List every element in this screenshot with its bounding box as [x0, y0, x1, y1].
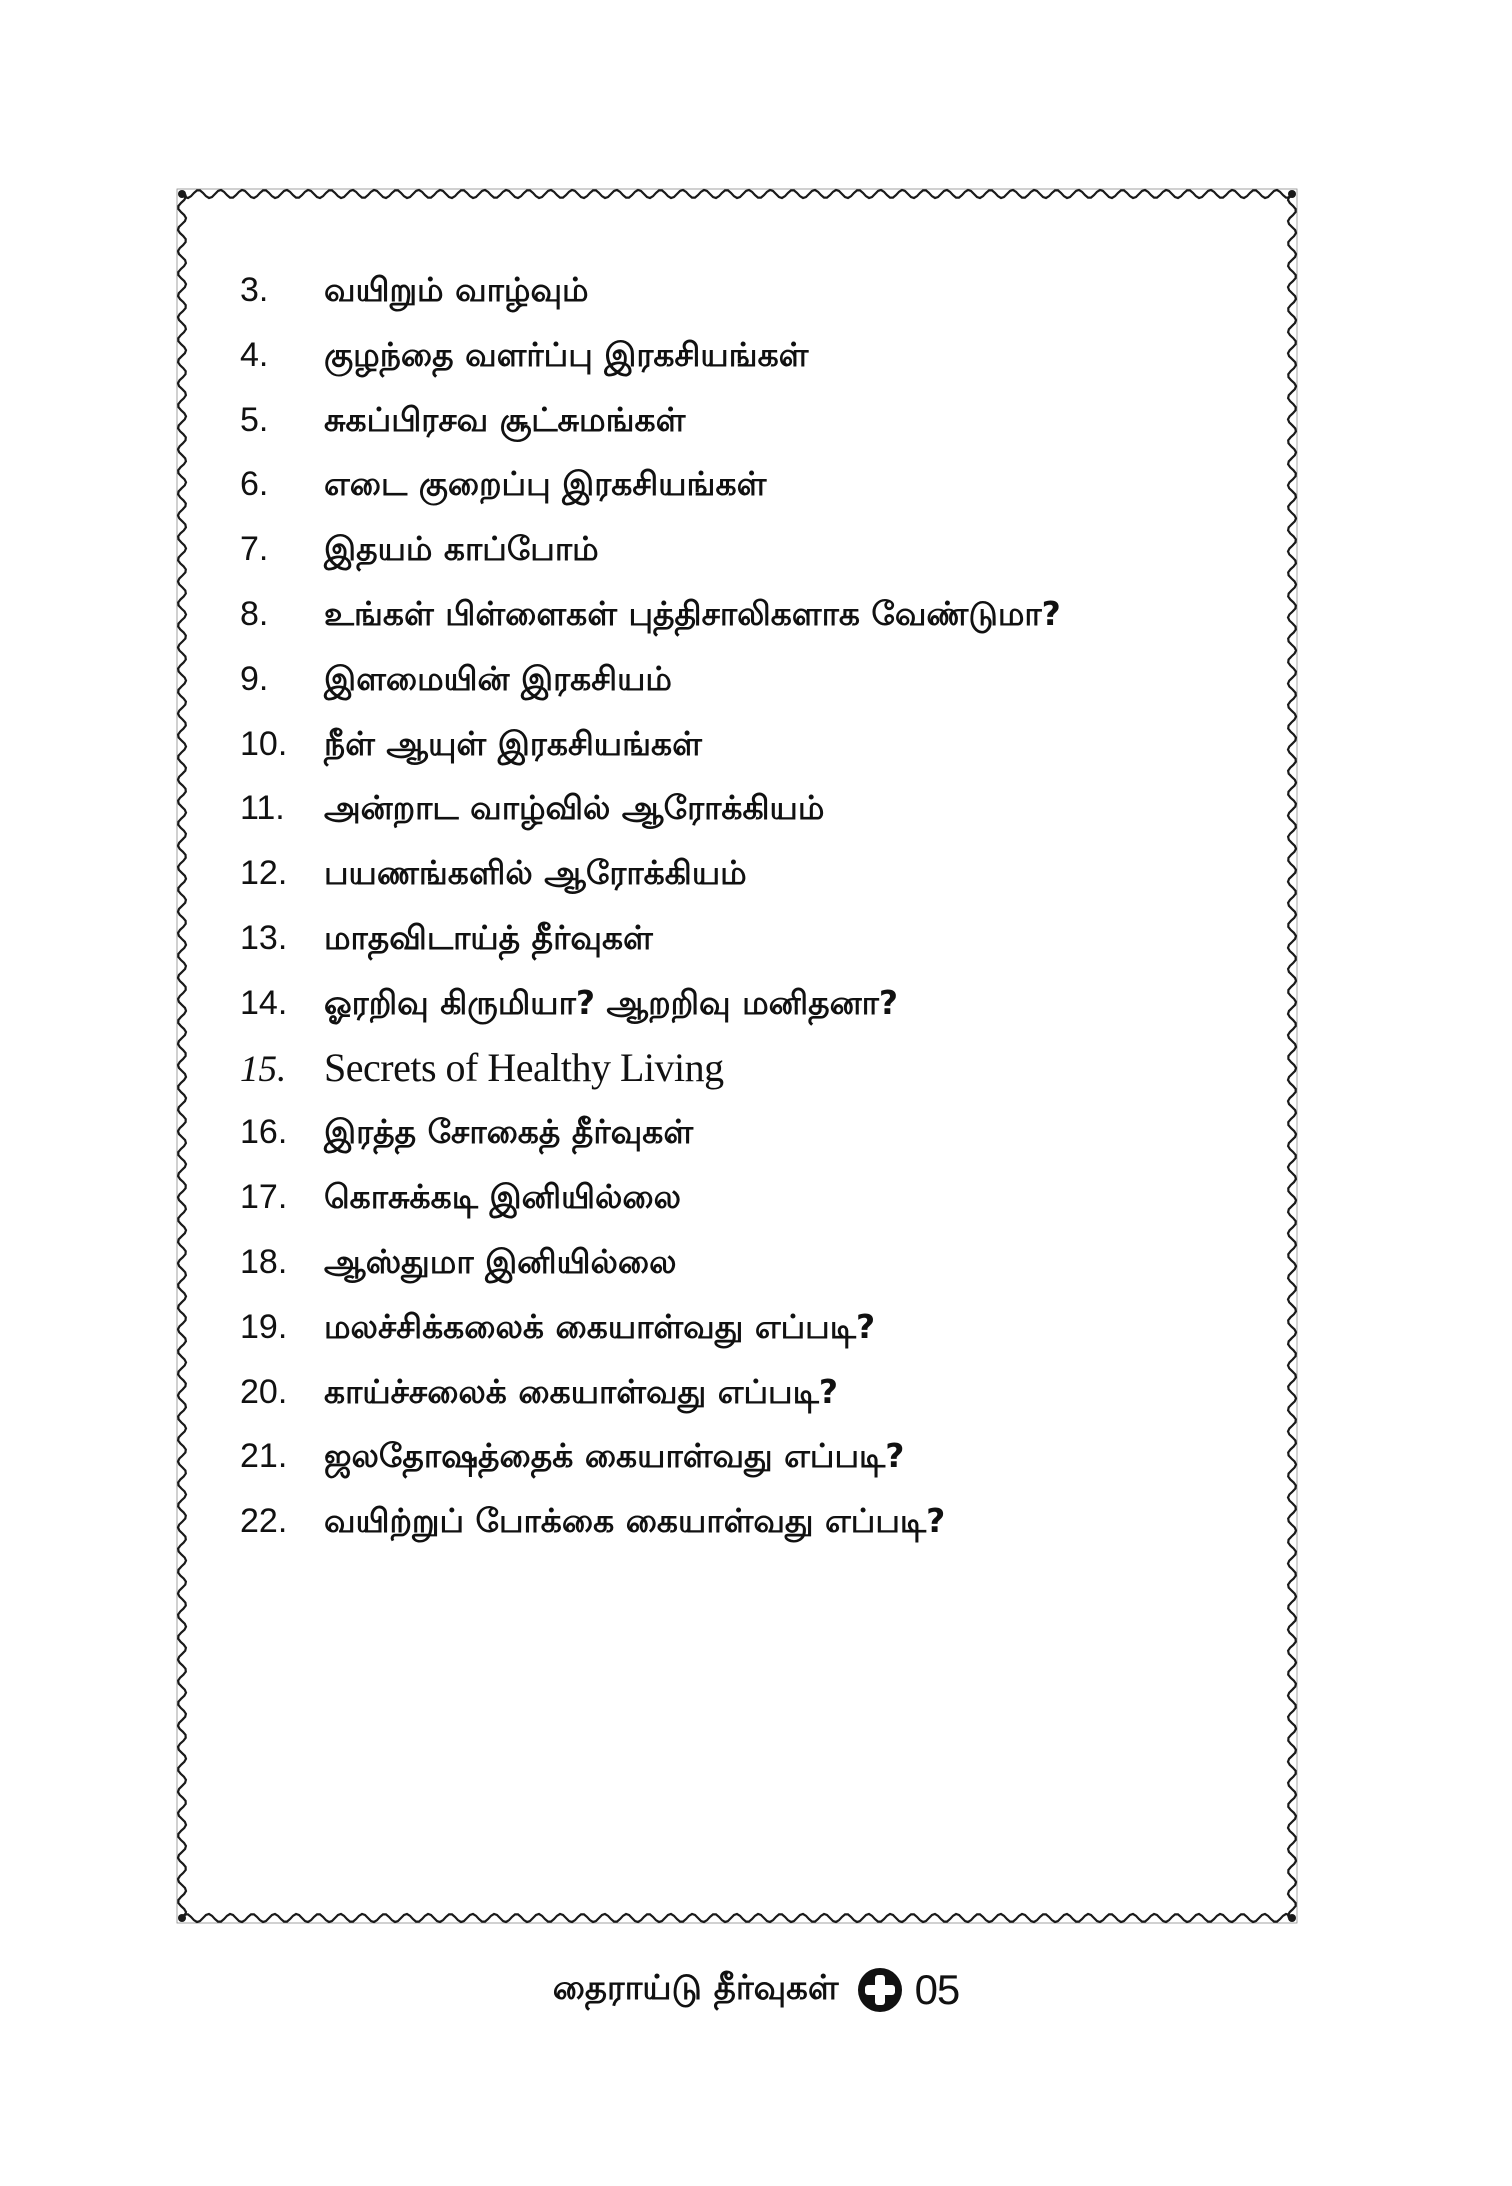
toc-item-number: 17. — [240, 1178, 288, 1217]
toc-item-title: நீள் ஆயுள் இரகசியங்கள் — [324, 723, 702, 763]
toc-item-title: இதயம் காப்போம் — [324, 529, 599, 569]
toc-item-title: எடை குறைப்பு இரகசியங்கள் — [324, 464, 767, 504]
toc-item — [240, 841, 1260, 906]
toc-item-number: 12. — [240, 854, 288, 893]
toc-item-number: 14. — [240, 983, 288, 1022]
toc-item-title: கொசுக்கடி இனியில்லை — [324, 1177, 681, 1217]
toc-item-number: 5. — [240, 400, 269, 439]
toc-item-number: 8. — [240, 594, 269, 633]
toc-item-title: காய்ச்சலைக் கையாள்வது எப்படி? — [324, 1371, 839, 1411]
toc-item-number: 20. — [240, 1372, 288, 1411]
toc-item-number: 19. — [240, 1307, 288, 1346]
toc-item-number: 10. — [240, 724, 288, 763]
toc-item-title: இளமையின் இரகசியம் — [324, 658, 672, 698]
toc-item — [240, 971, 1260, 1036]
toc-item-number: 9. — [240, 659, 269, 698]
table-of-contents — [240, 258, 1260, 1554]
toc-item-title: இரத்த சோகைத் தீர்வுகள் — [324, 1112, 694, 1152]
toc-item-title: பயணங்களில் ஆரோக்கியம் — [324, 853, 747, 893]
toc-item-number: 15. — [240, 1048, 287, 1090]
toc-item-number: 3. — [240, 271, 269, 309]
toc-item-number: 6. — [240, 465, 269, 504]
toc-item — [240, 776, 1260, 841]
toc-item-title: குழந்தை வளர்ப்பு இரகசியங்கள் — [324, 334, 809, 374]
toc-item-title: வயிறும் வாழ்வும் — [324, 270, 589, 309]
toc-item-number: 11. — [240, 789, 285, 828]
toc-item — [240, 452, 1260, 517]
toc-item — [240, 258, 1260, 323]
toc-item — [240, 712, 1260, 777]
toc-item — [240, 1230, 1260, 1295]
plus-circle-icon — [857, 1967, 903, 2013]
toc-item-title: Secrets of Healthy Living — [324, 1044, 724, 1090]
toc-item — [240, 388, 1260, 453]
toc-item — [240, 1295, 1260, 1360]
toc-item — [240, 517, 1260, 582]
toc-item — [240, 582, 1260, 647]
toc-item — [240, 1165, 1260, 1230]
toc-item — [240, 1360, 1260, 1425]
toc-item-number: 16. — [240, 1113, 288, 1152]
page-footer — [0, 1955, 1512, 2025]
toc-item — [240, 647, 1260, 712]
toc-item-title: ஓரறிவு கிருமியா? ஆறறிவு மனிதனா? — [324, 982, 899, 1022]
toc-item-number: 22. — [240, 1502, 288, 1541]
toc-item-title: ஆஸ்துமா இனியில்லை — [324, 1241, 677, 1281]
toc-item-number: 21. — [240, 1437, 288, 1476]
page-number: 05 — [914, 1966, 960, 2013]
toc-item-title: சுகப்பிரசவ சூட்சுமங்கள் — [324, 399, 686, 439]
toc-item-number: 18. — [240, 1242, 288, 1281]
book-title: தைராய்டு தீர்வுகள் — [552, 1968, 839, 2008]
toc-item-title: அன்றாட வாழ்வில் ஆரோக்கியம் — [324, 788, 825, 828]
toc-item — [240, 1424, 1260, 1489]
toc-item-title: உங்கள் பிள்ளைகள் புத்திசாலிகளாக வேண்டுமா? — [324, 593, 1061, 633]
toc-item — [240, 1100, 1260, 1165]
toc-item-number: 4. — [240, 335, 269, 374]
toc-item-number: 13. — [240, 918, 288, 957]
toc-item-title: மலச்சிக்கலைக் கையாள்வது எப்படி? — [324, 1306, 876, 1346]
toc-item-number: 7. — [240, 530, 269, 569]
toc-item — [240, 906, 1260, 971]
toc-item — [240, 323, 1260, 388]
toc-item-title: மாதவிடாய்த் தீர்வுகள் — [324, 917, 653, 957]
toc-item — [240, 1036, 1260, 1101]
toc-item-title: வயிற்றுப் போக்கை கையாள்வது எப்படி? — [324, 1501, 946, 1541]
toc-item-title: ஜலதோஷத்தைக் கையாள்வது எப்படி? — [324, 1436, 905, 1476]
toc-item — [240, 1489, 1260, 1554]
